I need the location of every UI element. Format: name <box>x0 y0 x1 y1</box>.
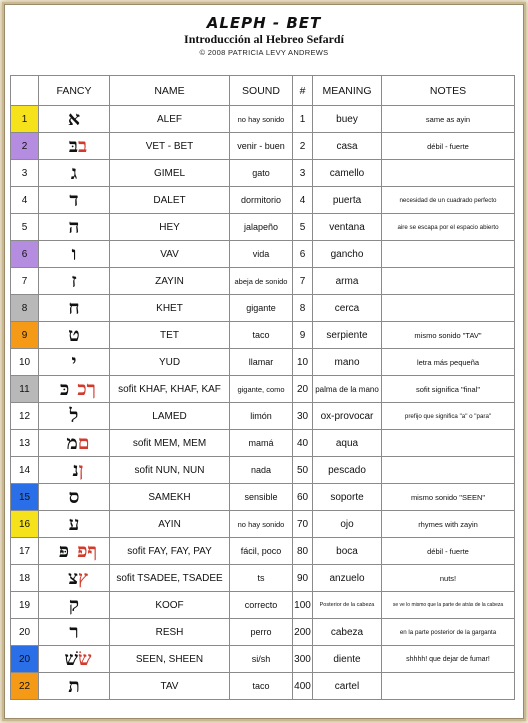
letter-index: 2 <box>11 133 39 160</box>
numeric-value: 3 <box>293 160 313 187</box>
hebrew-letter: מ <box>66 431 78 454</box>
letter-notes: nuts! <box>382 565 515 592</box>
hebrew-letter: ו <box>71 242 77 265</box>
hebrew-letter-glyphs <box>39 268 110 295</box>
letter-notes <box>382 457 515 484</box>
table-row <box>11 187 515 214</box>
col-number-header: # <box>293 76 313 106</box>
letter-notes: aire se escapa por el espacio abierto <box>382 214 515 241</box>
letter-name: YUD <box>110 349 230 376</box>
numeric-value: 200 <box>293 619 313 646</box>
numeric-value: 1 <box>293 106 313 133</box>
letter-name: ALEF <box>110 106 230 133</box>
letter-notes: sofit significa "final" <box>382 376 515 403</box>
hebrew-letter-glyphs <box>39 592 110 619</box>
letter-notes: se ve lo mismo que la parte de atrás de la cabeza <box>382 592 515 619</box>
page-subtitle: Introducción al Hebreo Sefardí <box>184 32 344 46</box>
hebrew-letter-glyphs <box>39 349 110 376</box>
hebrew-letter: ב <box>78 134 88 157</box>
letter-name: SAMEKH <box>110 484 230 511</box>
letter-sound: sensible <box>230 484 293 511</box>
letter-notes: mismo sonido "TAV" <box>382 322 515 349</box>
table-row <box>11 673 515 700</box>
letter-sound: dormitorio <box>230 187 293 214</box>
letter-name: HEY <box>110 214 230 241</box>
letter-name: VET - BET <box>110 133 230 160</box>
letter-notes <box>382 295 515 322</box>
letter-index: 11 <box>11 376 39 403</box>
hebrew-letter-glyphs <box>39 511 110 538</box>
letter-index: 7 <box>11 268 39 295</box>
letter-notes <box>382 160 515 187</box>
numeric-value: 9 <box>293 322 313 349</box>
numeric-value: 90 <box>293 565 313 592</box>
letter-meaning: pescado <box>313 457 382 484</box>
col-fancy-header: FANCY <box>39 76 110 106</box>
letter-name: DALET <box>110 187 230 214</box>
letter-sound: correcto <box>230 592 293 619</box>
table-row <box>11 322 515 349</box>
letter-sound: nada <box>230 457 293 484</box>
hebrew-letter: כּ <box>60 377 70 400</box>
letter-sound: llamar <box>230 349 293 376</box>
numeric-value: 300 <box>293 646 313 673</box>
hebrew-letter: נ <box>72 458 79 481</box>
letter-meaning: buey <box>313 106 382 133</box>
table-row <box>11 349 515 376</box>
table-row <box>11 160 515 187</box>
copyright-line: © 2008 PATRICIA LEVY ANDREWS <box>199 48 329 57</box>
letter-meaning: camello <box>313 160 382 187</box>
hebrew-letter-glyphs <box>39 376 110 403</box>
letter-meaning: cartel <box>313 673 382 700</box>
header <box>5 5 523 59</box>
letter-meaning: soporte <box>313 484 382 511</box>
letter-name: AYIN <box>110 511 230 538</box>
letter-name: sofit MEM, MEM <box>110 430 230 457</box>
letter-name: KOOF <box>110 592 230 619</box>
letter-sound: fácil, poco <box>230 538 293 565</box>
letter-name: SEEN, SHEEN <box>110 646 230 673</box>
letter-index: 14 <box>11 457 39 484</box>
page-title: ALEPH - BET <box>206 14 322 32</box>
letter-name: TAV <box>110 673 230 700</box>
hebrew-letter-glyphs <box>39 295 110 322</box>
letter-notes: letra más pequeña <box>382 349 515 376</box>
table-row <box>11 565 515 592</box>
table-row <box>11 241 515 268</box>
hebrew-letter: ך <box>86 377 96 400</box>
hebrew-letter: ה <box>68 215 80 238</box>
numeric-value: 2 <box>293 133 313 160</box>
letter-meaning: serpiente <box>313 322 382 349</box>
letter-index: 4 <box>11 187 39 214</box>
hebrew-letter-glyphs <box>39 673 110 700</box>
table-row <box>11 457 515 484</box>
hebrew-letter: פּ <box>58 539 70 562</box>
numeric-value: 20 <box>293 376 313 403</box>
hebrew-letter-glyphs <box>39 241 110 268</box>
letter-name: sofit NUN, NUN <box>110 457 230 484</box>
numeric-value: 7 <box>293 268 313 295</box>
letter-notes: en la parte posterior de la garganta <box>382 619 515 646</box>
hebrew-letter: ק <box>68 593 80 616</box>
hebrew-letter: ג <box>70 161 78 184</box>
letter-name: KHET <box>110 295 230 322</box>
hebrew-letter: ן <box>78 458 84 481</box>
hebrew-letter-glyphs <box>39 187 110 214</box>
letter-name: sofit TSADEE, TSADEE <box>110 565 230 592</box>
letter-meaning: arma <box>313 268 382 295</box>
letter-meaning: cabeza <box>313 619 382 646</box>
hebrew-letter: ם <box>77 431 90 454</box>
hebrew-letter-glyphs <box>39 403 110 430</box>
table-header-row <box>11 76 515 106</box>
hebrew-letter-glyphs <box>39 160 110 187</box>
letter-sound: abeja de sonido <box>230 268 293 295</box>
letter-meaning: aqua <box>313 430 382 457</box>
numeric-value: 70 <box>293 511 313 538</box>
numeric-value: 5 <box>293 214 313 241</box>
col-sound-header: SOUND <box>230 76 293 106</box>
table-row <box>11 268 515 295</box>
table-row <box>11 619 515 646</box>
letter-name: sofit FAY, FAY, PAY <box>110 538 230 565</box>
letter-index: 22 <box>11 673 39 700</box>
letter-notes: same as ayin <box>382 106 515 133</box>
letter-sound: taco <box>230 673 293 700</box>
table-body <box>11 106 515 700</box>
letter-index: 19 <box>11 592 39 619</box>
table-row <box>11 592 515 619</box>
letter-meaning: ojo <box>313 511 382 538</box>
letter-name: RESH <box>110 619 230 646</box>
letter-name: ZAYIN <box>110 268 230 295</box>
table-row <box>11 538 515 565</box>
letter-index: 15 <box>11 484 39 511</box>
hebrew-letter-glyphs <box>39 322 110 349</box>
hebrew-letter-glyphs <box>39 457 110 484</box>
letter-sound: taco <box>230 322 293 349</box>
letter-index: 13 <box>11 430 39 457</box>
numeric-value: 80 <box>293 538 313 565</box>
letter-notes <box>382 241 515 268</box>
letter-name: sofit KHAF, KHAF, KAF <box>110 376 230 403</box>
letter-notes: débil - fuerte <box>382 538 515 565</box>
letter-meaning: anzuelo <box>313 565 382 592</box>
letter-name: LAMED <box>110 403 230 430</box>
letter-sound: mamá <box>230 430 293 457</box>
col-meaning-header: MEANING <box>313 76 382 106</box>
numeric-value: 30 <box>293 403 313 430</box>
letter-notes: prefijo que significa "a" o "para" <box>382 403 515 430</box>
letter-sound: venir - buen <box>230 133 293 160</box>
table-row <box>11 106 515 133</box>
hebrew-letter: שׂ <box>78 647 92 670</box>
hebrew-letter-glyphs <box>39 430 110 457</box>
numeric-value: 40 <box>293 430 313 457</box>
letter-meaning: Posterior de la cabeza <box>313 592 382 619</box>
hebrew-letter-glyphs <box>39 214 110 241</box>
hebrew-letter-glyphs <box>39 133 110 160</box>
letter-meaning: palma de la mano <box>313 376 382 403</box>
numeric-value: 400 <box>293 673 313 700</box>
letter-sound: perro <box>230 619 293 646</box>
letter-notes <box>382 430 515 457</box>
table-row <box>11 403 515 430</box>
table-row <box>11 646 515 673</box>
hebrew-letter-glyphs <box>39 484 110 511</box>
letter-sound: si/sh <box>230 646 293 673</box>
table-row <box>11 511 515 538</box>
letter-sound: no hay sonido <box>230 511 293 538</box>
col-name-header: NAME <box>110 76 230 106</box>
letter-meaning: ox-provocar <box>313 403 382 430</box>
numeric-value: 8 <box>293 295 313 322</box>
hebrew-letter: ח <box>68 296 80 319</box>
letter-notes: necesidad de un cuadrado perfecto <box>382 187 515 214</box>
letter-notes <box>382 268 515 295</box>
letter-notes: shhhh! que dejar de fumar! <box>382 646 515 673</box>
table-row <box>11 295 515 322</box>
hebrew-letter: א <box>67 107 81 130</box>
hebrew-letter: ע <box>68 512 80 535</box>
letter-index: 5 <box>11 214 39 241</box>
letter-meaning: puerta <box>313 187 382 214</box>
table-row <box>11 214 515 241</box>
hebrew-letter: י <box>71 350 77 373</box>
letter-meaning: cerca <box>313 295 382 322</box>
numeric-value: 10 <box>293 349 313 376</box>
table-row <box>11 484 515 511</box>
letter-index: 20 <box>11 619 39 646</box>
hebrew-letter: ת <box>68 674 80 697</box>
letter-sound: gigante, como <box>230 376 293 403</box>
letter-index: 6 <box>11 241 39 268</box>
table-row <box>11 376 515 403</box>
hebrew-letter: ד <box>69 188 79 211</box>
hebrew-letter: ל <box>69 404 79 427</box>
letter-index: 10 <box>11 349 39 376</box>
letter-index: 9 <box>11 322 39 349</box>
letter-notes: rhymes with zayin <box>382 511 515 538</box>
hebrew-letter: ז <box>71 269 77 292</box>
letter-meaning: gancho <box>313 241 382 268</box>
hebrew-letter: שׁ <box>64 647 78 670</box>
letter-sound: gigante <box>230 295 293 322</box>
letter-meaning: boca <box>313 538 382 565</box>
letter-index: 16 <box>11 511 39 538</box>
hebrew-letter-glyphs <box>39 106 110 133</box>
letter-meaning: casa <box>313 133 382 160</box>
letter-sound: vida <box>230 241 293 268</box>
hebrew-letter: צ <box>68 566 79 589</box>
col-notes-header: NOTES <box>382 76 515 106</box>
letter-sound: ts <box>230 565 293 592</box>
letter-name: TET <box>110 322 230 349</box>
hebrew-letter-glyphs <box>39 646 110 673</box>
table-row <box>11 133 515 160</box>
hebrew-letter: ץ <box>78 566 88 589</box>
col-blank-header <box>11 76 39 106</box>
table-row <box>11 430 515 457</box>
letter-notes: mismo sonido "SEEN" <box>382 484 515 511</box>
letter-index: 12 <box>11 403 39 430</box>
hebrew-letter-glyphs <box>39 538 110 565</box>
letter-name: GIMEL <box>110 160 230 187</box>
letter-index: 18 <box>11 565 39 592</box>
letter-meaning: mano <box>313 349 382 376</box>
hebrew-letter: פ <box>77 539 88 562</box>
alphabet-table <box>10 75 515 700</box>
letter-sound: gato <box>230 160 293 187</box>
letter-index: 8 <box>11 295 39 322</box>
letter-index: 3 <box>11 160 39 187</box>
letter-sound: limón <box>230 403 293 430</box>
letter-meaning: ventana <box>313 214 382 241</box>
letter-index: 1 <box>11 106 39 133</box>
hebrew-letter: בּ <box>68 134 78 157</box>
letter-index: 20 <box>11 646 39 673</box>
hebrew-letter: ף <box>87 539 98 562</box>
hebrew-letter: כ <box>77 377 87 400</box>
numeric-value: 4 <box>293 187 313 214</box>
letter-meaning: diente <box>313 646 382 673</box>
hebrew-letter: ר <box>69 620 79 643</box>
letter-sound: jalapeño <box>230 214 293 241</box>
numeric-value: 60 <box>293 484 313 511</box>
letter-sound: no hay sonido <box>230 106 293 133</box>
hebrew-letter: ט <box>68 323 80 346</box>
letter-notes: débil - fuerte <box>382 133 515 160</box>
hebrew-letter: ס <box>68 485 80 508</box>
letter-notes <box>382 673 515 700</box>
letter-index: 17 <box>11 538 39 565</box>
hebrew-letter-glyphs <box>39 619 110 646</box>
letter-name: VAV <box>110 241 230 268</box>
numeric-value: 50 <box>293 457 313 484</box>
hebrew-letter-glyphs <box>39 565 110 592</box>
numeric-value: 100 <box>293 592 313 619</box>
numeric-value: 6 <box>293 241 313 268</box>
